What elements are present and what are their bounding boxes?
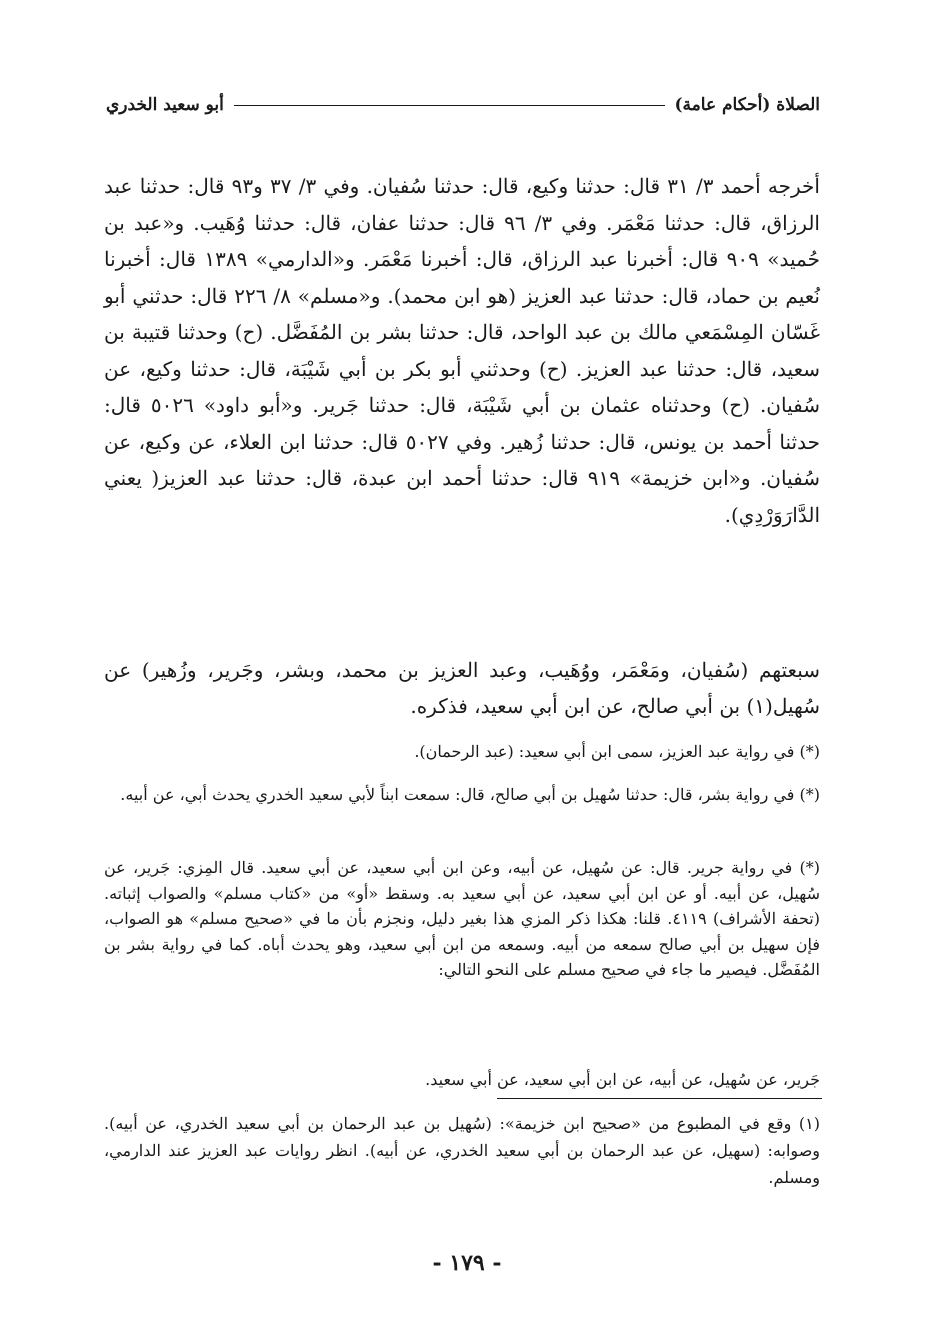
page-number: - ١٧٩ - bbox=[432, 1250, 502, 1276]
header-rule bbox=[234, 105, 665, 106]
narration-note-jarir: (*) في رواية جرير. قال: عن سُهيل، عن أبيه، وعن ابن أبي سعيد، عن أبي سعيد. قال المِزي: جَرير، عن سُهيل، عن أبيه. أو عن ابن أبي سعيد، عن أبي سعيد به. وسقط «أو» من «كتاب مسلم» والصواب إثباته. (تحفة الأشراف) ٤١١٩. قلنا: هكذا ذكر المزي هذا بغير دليل، ونجزم بأن ما في «صحيح مسلم» هو الصواب، فإن سهيل بن أبي صالح سمعه من أبيه. وسمعه من ابن أبي سعيد، وهو يحدث أباه. كما في رواية بشر بن المُفَضَّل. فيصير ما جاء في صحيح مسلم على النحو التالي: bbox=[104, 858, 821, 979]
narration-note-bishr: (*) في رواية بشر، قال: حدثنا سُهيل بن أبي صالح، قال: سمعت ابناً لأبي سعيد الخدري يحدث أبي، عن أبيه. bbox=[120, 785, 820, 804]
header-companion-name: أبو سعيد الخدري bbox=[106, 95, 224, 115]
narration-note-abdulaziz: (*) في رواية عبد العزيز، سمى ابن أبي سعيد: (عبد الرحمان). bbox=[414, 742, 820, 761]
corrected-chain-line: جَرير، عن سُهيل، عن أبيه، عن ابن أبي سعيد، عن أبي سعيد. bbox=[425, 1070, 820, 1089]
footnote-separator bbox=[497, 1098, 822, 1099]
isnad-summary-paragraph: سبعتهم (سُفيان، ومَعْمَر، ووُهَيب، وعبد العزيز بن محمد، وبشر، وجَرير، وزُهير) عن سُهيل(١) بن أبي صالح، عن ابن أبي سعيد، فذكره. bbox=[104, 658, 820, 718]
running-header bbox=[106, 90, 820, 120]
footnote: (١) وقع في المطبوع من «صحيح ابن خزيمة»: (سُهيل بن عبد الرحمان بن أبي سعيد الخدري، عن أبيه). وصوابه: (سهيل، عن عبد الرحمان بن أبي سعيد الخدري، عن أبيه). انظر روايات عبد العزيز عند الدارمي، ومسلم. bbox=[104, 1114, 820, 1187]
takhrij-paragraph: أخرجه أحمد ٣/ ٣١ قال: حدثنا وكيع، قال: حدثنا سُفيان. وفي ٣/ ٣٧ و٩٣ قال: حدثنا عبد الرزاق، قال: حدثنا مَعْمَر. وفي ٣/ ٩٦ قال: حدثنا عفان، قال: حدثنا وُهَيب. و«عبد بن حُميد» ٩٠٩ قال: أخبرنا عبد الرزاق، قال: أخبرنا مَعْمَر. و«الدارمي» ١٣٨٩ قال: أخبرنا نُعيم بن حماد، قال: حدثنا عبد العزيز (هو ابن محمد). و«مسلم» ٨/ ٢٢٦ قال: حدثني أبو غَسّان المِسْمَعي مالك بن عبد الواحد، قال: حدثنا بشر بن المُفَضَّل. (ح) وحدثنا قتيبة بن سعيد، قال: حدثنا عبد العزيز. (ح) وحدثني أبو بكر بن أبي شَيْبَة، قال: حدثنا وكيع، عن سُفيان. (ح) وحدثناه عثمان بن أبي شَيْبَة، قال: حدثنا جَرير. و«أبو داود» ٥٠٢٦ قال: حدثنا أحمد بن يونس، قال: حدثنا زُهير. وفي ٥٠٢٧ قال: حدثنا ابن العلاء، عن وكيع، عن سُفيان. و«ابن خزيمة» ٩١٩ قال: حدثنا أحمد ابن عبدة، قال: حدثنا عبد العزيز( يعني الدَّارَوَرْدِي). bbox=[104, 174, 821, 527]
header-chapter-title: الصلاة (أحكام عامة) bbox=[674, 95, 820, 115]
